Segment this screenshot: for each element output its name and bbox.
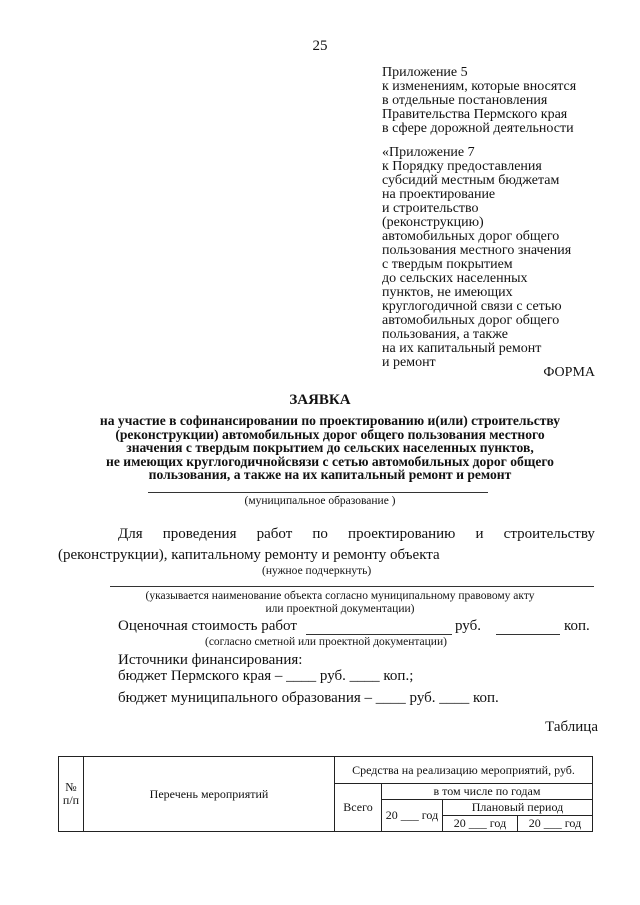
col-year2-header: 20 ___ год xyxy=(443,816,518,832)
underline-note: (нужное подчеркнуть) xyxy=(262,565,372,577)
appendix7-line: до сельских населенных xyxy=(382,271,528,286)
municipality-blank-line[interactable] xyxy=(148,492,488,493)
table-label: Таблица xyxy=(545,719,598,735)
purpose-line-2: (реконструкции), капитальному ремонту и ремонту объекта xyxy=(58,547,440,563)
object-caption-line-1: (указывается наименование объекта согласно муниципальному правовому акту xyxy=(145,590,535,602)
appendix7-line: (реконструкцию) xyxy=(382,215,484,230)
subtitle-line: значения с твердым покрытием до сельских населенных пунктов, xyxy=(126,440,534,455)
col-including-header: в том числе по годам xyxy=(382,784,593,800)
activities-table xyxy=(58,756,593,832)
subtitle-line: не имеющих круглогодичнойсвязи с сетью автомобильных дорог общего xyxy=(106,453,554,469)
document-title: ЗАЯВКА xyxy=(289,392,351,408)
purpose-word: проектированию xyxy=(348,526,456,542)
purpose-word: и xyxy=(475,526,484,542)
document-subtitle xyxy=(60,414,600,482)
appendix7-line: круглогодичной связи с сетью xyxy=(382,299,562,314)
sources-heading: Источники финансирования: xyxy=(118,652,303,668)
cost-kop-label: коп. xyxy=(564,618,590,634)
purpose-line-1 xyxy=(118,526,595,543)
appendix5-line: Правительства Пермского края xyxy=(382,107,568,122)
page-number: 25 xyxy=(312,38,328,54)
appendix5-line: к изменениям, которые вносятся xyxy=(382,79,577,94)
cost-rub-label: руб. xyxy=(455,618,481,634)
cost-label: Оценочная стоимость работ xyxy=(118,618,297,634)
cost-rub-blank[interactable] xyxy=(306,634,452,635)
cost-caption: (согласно сметной или проектной документации) xyxy=(205,636,447,648)
appendix7-line: и строительство xyxy=(382,201,479,216)
appendix7-line: пунктов, не имеющих xyxy=(382,285,513,300)
col-funds-header: Средства на реализацию мероприятий, руб. xyxy=(335,757,593,784)
appendix7-line: с твердым покрытием xyxy=(382,257,513,272)
col-year1-header: 20 ___ год xyxy=(382,800,443,832)
subtitle-line: (реконструкции) автомобильных дорог общего пользования местного xyxy=(115,426,545,442)
col-planned-header: Плановый период xyxy=(443,800,593,816)
subtitle-line: пользования, а также на их капитальный ремонт и ремонт xyxy=(148,467,512,482)
appendix7-line: на их капитальный ремонт xyxy=(382,341,542,356)
col-activities-header: Перечень мероприятий xyxy=(84,757,335,832)
purpose-word: работ xyxy=(256,526,293,542)
subtitle-line: на участие в софинансировании по проектированию и(или) строительству xyxy=(99,413,561,428)
purpose-word: строительству xyxy=(503,526,595,542)
source-municipal: бюджет муниципального образования – ____ руб. ____ коп. xyxy=(118,690,499,706)
appendix7-line: автомобильных дорог общего xyxy=(382,313,560,328)
municipality-caption: (муниципальное образование ) xyxy=(244,495,396,507)
purpose-word: по xyxy=(312,526,328,542)
appendix7-line: автомобильных дорог общего xyxy=(382,229,560,244)
col-total-header: Всего xyxy=(335,784,382,832)
appendix5-line: Приложение 5 xyxy=(382,65,468,80)
appendix7-line: «Приложение 7 xyxy=(382,145,475,160)
appendix7-line: субсидий местным бюджетам xyxy=(382,173,560,188)
col-year3-header: 20 ___ год xyxy=(518,816,593,832)
appendix7-line: и ремонт xyxy=(382,355,436,370)
col-number-header: № п/п xyxy=(59,757,84,832)
object-name-blank-line[interactable] xyxy=(110,586,594,587)
purpose-word: проведения xyxy=(162,526,237,542)
appendix5-line: в сфере дорожной деятельности xyxy=(382,121,574,136)
object-caption-line-2: или проектной документации) xyxy=(265,603,415,615)
cost-kop-blank[interactable] xyxy=(496,634,560,635)
appendix7-line: пользования, а также xyxy=(382,327,508,342)
form-label: ФОРМА xyxy=(543,365,595,380)
appendix5-line: в отдельные постановления xyxy=(382,93,548,108)
appendix7-line: пользования местного значения xyxy=(382,243,572,258)
purpose-word: Для xyxy=(118,526,143,542)
source-regional: бюджет Пермского края – ____ руб. ____ коп.; xyxy=(118,668,414,684)
appendix7-line: на проектирование xyxy=(382,187,496,202)
appendix7-line: к Порядку предоставления xyxy=(382,159,542,174)
appendix-block xyxy=(382,66,576,370)
